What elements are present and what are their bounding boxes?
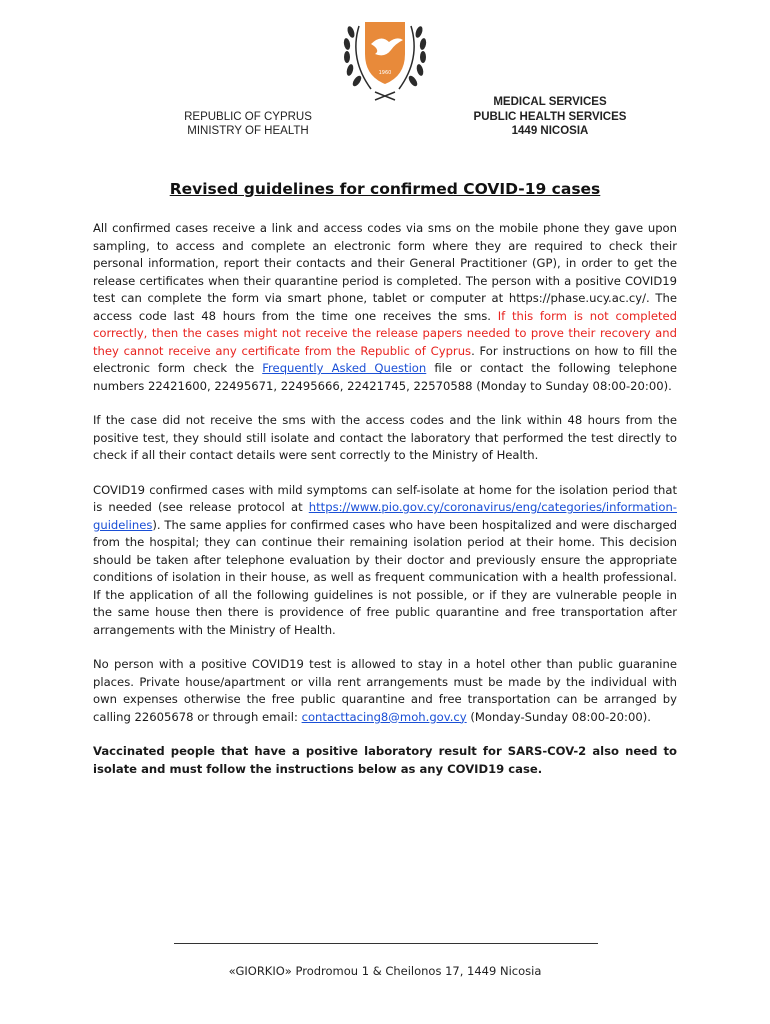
warning-text: If this form is not completed correctly, then the cases might not receive the release papers needed to prove their recovery and they cannot receive any certificate from the Republic of Cyprus <box>93 308 678 358</box>
faq-link[interactable]: Frequently Asked Question <box>262 361 427 375</box>
document-body <box>93 220 677 795</box>
guidelines-link[interactable]: https://www.pio.gov.cy/coronavirus/eng/categories/information-guidelines <box>93 500 677 532</box>
paragraph-3: COVID19 confirmed cases with mild symptoms can self-isolate at home for the isolation period that is needed (see release protocol at https://www.pio.gov.cy/coronavirus/eng/categories/information-guidelines). The same applies for confirmed cases who have been hospitalized and were discharged from the hospital; they can continue their remaining isolation period at their home. This decision should be taken after telephone evaluation by their doctor and previously ensure the appropriate conditions of isolation in their house, as well as frequent communication with a health professional. If the application of all the following guidelines is not possible, or if they are vulnerable people in the same house then there is providence of free public quarantine and free transportation after arrangements with the Ministry of Health. <box>93 482 677 637</box>
header-ministry: MINISTRY OF HEALTH <box>187 125 309 137</box>
footer-address: «GIORKIO» Prodromou 1 & Cheilonos 17, 1449 Nicosia <box>228 964 542 978</box>
paragraph-4: No person with a positive COVID19 test is allowed to stay in a hotel other than public guaranine places. Private house/apartment or villa rent arrangements must be made by the individual with own expenses otherwise the free public quarantine and free transportation can be arranged by calling 22605678 or through email: contacttacing8@moh.gov.cy (Monday-Sunday 08:00-20:00). <box>93 657 677 724</box>
footer-divider <box>174 943 598 944</box>
header-left <box>150 110 346 138</box>
header-address: 1449 NICOSIA <box>511 125 589 137</box>
emblem-year: 1960 <box>378 70 392 76</box>
coat-of-arms-emblem <box>337 14 433 102</box>
document-title: Revised guidelines for confirmed COVID-19 cases <box>169 180 601 198</box>
header-right <box>440 95 660 139</box>
header-medical-services: MEDICAL SERVICES <box>493 96 607 108</box>
header-country: REPUBLIC OF CYPRUS <box>184 111 312 123</box>
paragraph-5-vaccinated: Vaccinated people that have a positive laboratory result for SARS-COV-2 also need to isolate and must follow the instructions below as any COVID19 case. <box>93 744 677 776</box>
paragraph-2: If the case did not receive the sms with the access codes and the link within 48 hours from the positive test, they should still isolate and contact the laboratory that performed the test directly to check if all their contact details were sent correctly to the Ministry of Health. <box>93 413 677 462</box>
header-public-health: PUBLIC HEALTH SERVICES <box>473 110 627 123</box>
paragraph-1: All confirmed cases receive a link and access codes via sms on the mobile phone they gave upon sampling, to access and complete an electronic form where they are required to check their personal information, report their contacts and their General Practitioner (GP), in order to get the release certificates when their quarantine period is completed. The person with a positive COVID19 test can complete the form via smart phone, tablet or computer at https://phase.ucy.ac.cy/. The access code last 48 hours from the time one receives the sms. If this form is not completed correctly, then the cases might not receive the release papers needed to prove their recovery and they cannot receive any certificate from the Republic of Cyprus. For instructions on how to fill the electronic form check the Frequently Asked Question file or contact the following telephone numbers 22421600, 22495671, 22495666, 22421745, 22570588 (Monday to Sunday 08:00-20:00). <box>93 221 678 393</box>
email-link[interactable]: contacttacing8@moh.gov.cy <box>301 709 467 724</box>
